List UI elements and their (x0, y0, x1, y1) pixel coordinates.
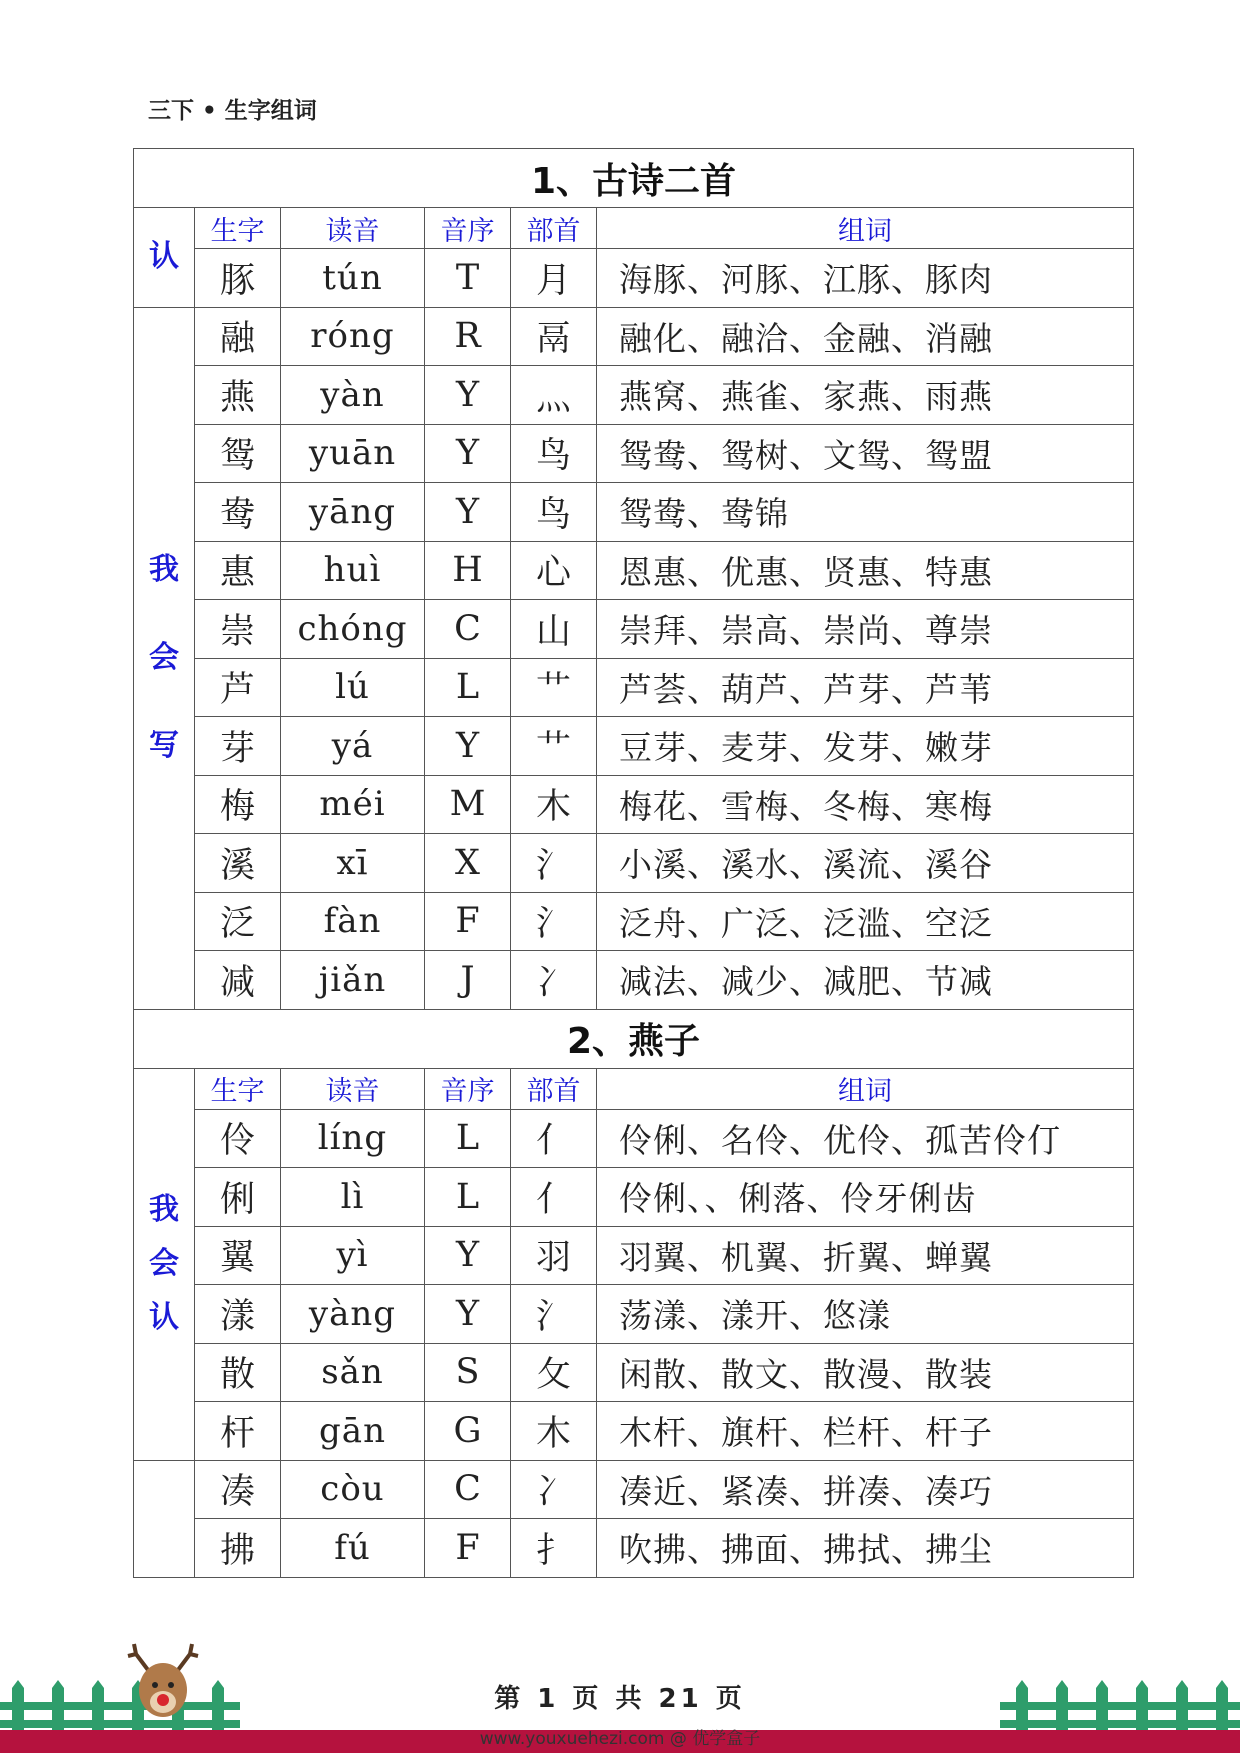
pinyin-cell: yá (281, 717, 425, 776)
table-row (134, 1402, 1134, 1461)
pinyin-cell: méi (281, 775, 425, 834)
char-cell: 杆 (195, 1402, 281, 1461)
char-cell: 鸳 (195, 424, 281, 483)
group-label-empty (134, 1460, 195, 1577)
col-header-char: 生字 (195, 208, 281, 249)
table-row (134, 249, 1134, 308)
col-header-initial: 音序 (425, 208, 511, 249)
initial-cell: J (425, 951, 511, 1010)
radical-cell: 鬲 (511, 307, 597, 366)
col-header-words: 组词 (597, 1068, 1134, 1109)
char-cell: 燕 (195, 366, 281, 425)
radical-cell: 亻 (511, 1168, 597, 1227)
col-header-initial: 音序 (425, 1068, 511, 1109)
pinyin-cell: lú (281, 658, 425, 717)
radical-cell: 山 (511, 600, 597, 659)
radical-cell: 鸟 (511, 424, 597, 483)
column-header-row (134, 208, 1134, 249)
words-cell: 豆芽、麦芽、发芽、嫩芽 (597, 717, 1134, 776)
initial-cell: X (425, 834, 511, 893)
initial-cell: L (425, 1109, 511, 1168)
pinyin-cell: fàn (281, 892, 425, 951)
char-cell: 拂 (195, 1519, 281, 1578)
char-cell: 惠 (195, 541, 281, 600)
pinyin-cell: líng (281, 1109, 425, 1168)
pinyin-cell: yàn (281, 366, 425, 425)
char-cell: 崇 (195, 600, 281, 659)
radical-cell: 心 (511, 541, 597, 600)
initial-cell: Y (425, 483, 511, 542)
col-header-radical: 部首 (511, 208, 597, 249)
char-cell: 漾 (195, 1285, 281, 1344)
initial-cell: S (425, 1343, 511, 1402)
pinyin-cell: yì (281, 1226, 425, 1285)
table-row (134, 892, 1134, 951)
radical-cell: 氵 (511, 892, 597, 951)
radical-cell: 灬 (511, 366, 597, 425)
col-header-radical: 部首 (511, 1068, 597, 1109)
initial-cell: Y (425, 1226, 511, 1285)
col-header-char: 生字 (195, 1068, 281, 1109)
initial-cell: C (425, 600, 511, 659)
words-cell: 木杆、旗杆、栏杆、杆子 (597, 1402, 1134, 1461)
char-cell: 凑 (195, 1460, 281, 1519)
pinyin-cell: sǎn (281, 1343, 425, 1402)
char-cell: 芦 (195, 658, 281, 717)
radical-cell: 冫 (511, 1460, 597, 1519)
col-header-pinyin: 读音 (281, 1068, 425, 1109)
radical-cell: 氵 (511, 1285, 597, 1344)
initial-cell: R (425, 307, 511, 366)
words-cell: 鸳鸯、鸳树、文鸳、鸳盟 (597, 424, 1134, 483)
col-header-pinyin: 读音 (281, 208, 425, 249)
pinyin-cell: róng (281, 307, 425, 366)
table-row (134, 1168, 1134, 1227)
table-row (134, 1226, 1134, 1285)
char-cell: 融 (195, 307, 281, 366)
initial-cell: M (425, 775, 511, 834)
initial-cell: F (425, 1519, 511, 1578)
pinyin-cell: còu (281, 1460, 425, 1519)
words-cell: 崇拜、崇高、崇尚、尊崇 (597, 600, 1134, 659)
words-cell: 鸳鸯、鸯锦 (597, 483, 1134, 542)
char-cell: 泛 (195, 892, 281, 951)
char-cell: 芽 (195, 717, 281, 776)
char-cell: 伶 (195, 1109, 281, 1168)
section-title: 1、古诗二首 (134, 149, 1134, 208)
table-row (134, 1343, 1134, 1402)
column-header-row (134, 1068, 1134, 1109)
words-cell: 荡漾、漾开、悠漾 (597, 1285, 1134, 1344)
table-row (134, 483, 1134, 542)
pinyin-cell: fú (281, 1519, 425, 1578)
table-row (134, 717, 1134, 776)
char-cell: 梅 (195, 775, 281, 834)
table-row (134, 951, 1134, 1010)
page-number: 第 1 页 共 21 页 (494, 1684, 746, 1714)
initial-cell: C (425, 1460, 511, 1519)
initial-cell: H (425, 541, 511, 600)
words-cell: 吹拂、拂面、拂拭、拂尘 (597, 1519, 1134, 1578)
table-row (134, 307, 1134, 366)
section-2-title-row (134, 1009, 1134, 1068)
radical-cell: 艹 (511, 658, 597, 717)
table-row (134, 1460, 1134, 1519)
pinyin-cell: yàng (281, 1285, 425, 1344)
radical-cell: 鸟 (511, 483, 597, 542)
char-cell: 俐 (195, 1168, 281, 1227)
initial-cell: F (425, 892, 511, 951)
radical-cell: 冫 (511, 951, 597, 1010)
radical-cell: 艹 (511, 717, 597, 776)
initial-cell: Y (425, 424, 511, 483)
section-title: 2、燕子 (134, 1009, 1134, 1068)
words-cell: 恩惠、优惠、贤惠、特惠 (597, 541, 1134, 600)
pinyin-cell: tún (281, 249, 425, 308)
initial-cell: G (425, 1402, 511, 1461)
vocabulary-table (133, 148, 1134, 1578)
char-cell: 鸯 (195, 483, 281, 542)
words-cell: 凑近、紧凑、拼凑、凑巧 (597, 1460, 1134, 1519)
words-cell: 芦荟、葫芦、芦芽、芦苇 (597, 658, 1134, 717)
table-row (134, 541, 1134, 600)
radical-cell: 氵 (511, 834, 597, 893)
col-header-words: 组词 (597, 208, 1134, 249)
radical-cell: 木 (511, 775, 597, 834)
radical-cell: 攵 (511, 1343, 597, 1402)
table-row (134, 424, 1134, 483)
table-row (134, 834, 1134, 893)
pinyin-cell: chóng (281, 600, 425, 659)
document-header: 三下 • 生字组词 (148, 98, 317, 124)
char-cell: 散 (195, 1343, 281, 1402)
words-cell: 梅花、雪梅、冬梅、寒梅 (597, 775, 1134, 834)
pinyin-cell: yuān (281, 424, 425, 483)
radical-cell: 亻 (511, 1109, 597, 1168)
initial-cell: Y (425, 717, 511, 776)
group-label-ren: 认 (134, 208, 195, 308)
words-cell: 伶俐、、俐落、伶牙俐齿 (597, 1168, 1134, 1227)
char-cell: 豚 (195, 249, 281, 308)
pinyin-cell: lì (281, 1168, 425, 1227)
initial-cell: Y (425, 366, 511, 425)
char-cell: 翼 (195, 1226, 281, 1285)
radical-cell: 木 (511, 1402, 597, 1461)
footer-site-text: www.youxuehezi.com @ 优学盒子 (479, 1729, 761, 1749)
words-cell: 闲散、散文、散漫、散装 (597, 1343, 1134, 1402)
char-cell: 减 (195, 951, 281, 1010)
words-cell: 泛舟、广泛、泛滥、空泛 (597, 892, 1134, 951)
radical-cell: 扌 (511, 1519, 597, 1578)
radical-cell: 月 (511, 249, 597, 308)
group-label-woxie: 我 会 写 (134, 307, 195, 1009)
words-cell: 减法、减少、减肥、节减 (597, 951, 1134, 1010)
pinyin-cell: jiǎn (281, 951, 425, 1010)
table-row (134, 1285, 1134, 1344)
words-cell: 羽翼、机翼、折翼、蝉翼 (597, 1226, 1134, 1285)
pinyin-cell: xī (281, 834, 425, 893)
words-cell: 海豚、河豚、江豚、豚肉 (597, 249, 1134, 308)
pinyin-cell: yāng (281, 483, 425, 542)
words-cell: 伶俐、名伶、优伶、孤苦伶仃 (597, 1109, 1134, 1168)
initial-cell: L (425, 1168, 511, 1227)
section-1-title-row (134, 149, 1134, 208)
words-cell: 燕窝、燕雀、家燕、雨燕 (597, 366, 1134, 425)
pinyin-cell: huì (281, 541, 425, 600)
pinyin-cell: gān (281, 1402, 425, 1461)
table-row (134, 366, 1134, 425)
initial-cell: Y (425, 1285, 511, 1344)
table-row (134, 658, 1134, 717)
radical-cell: 羽 (511, 1226, 597, 1285)
initial-cell: T (425, 249, 511, 308)
group-label-woren: 我 会 认 (134, 1068, 195, 1460)
initial-cell: L (425, 658, 511, 717)
words-cell: 小溪、溪水、溪流、溪谷 (597, 834, 1134, 893)
table-row (134, 1109, 1134, 1168)
char-cell: 溪 (195, 834, 281, 893)
words-cell: 融化、融洽、金融、消融 (597, 307, 1134, 366)
table-row (134, 1519, 1134, 1578)
table-row (134, 775, 1134, 834)
table-row (134, 600, 1134, 659)
